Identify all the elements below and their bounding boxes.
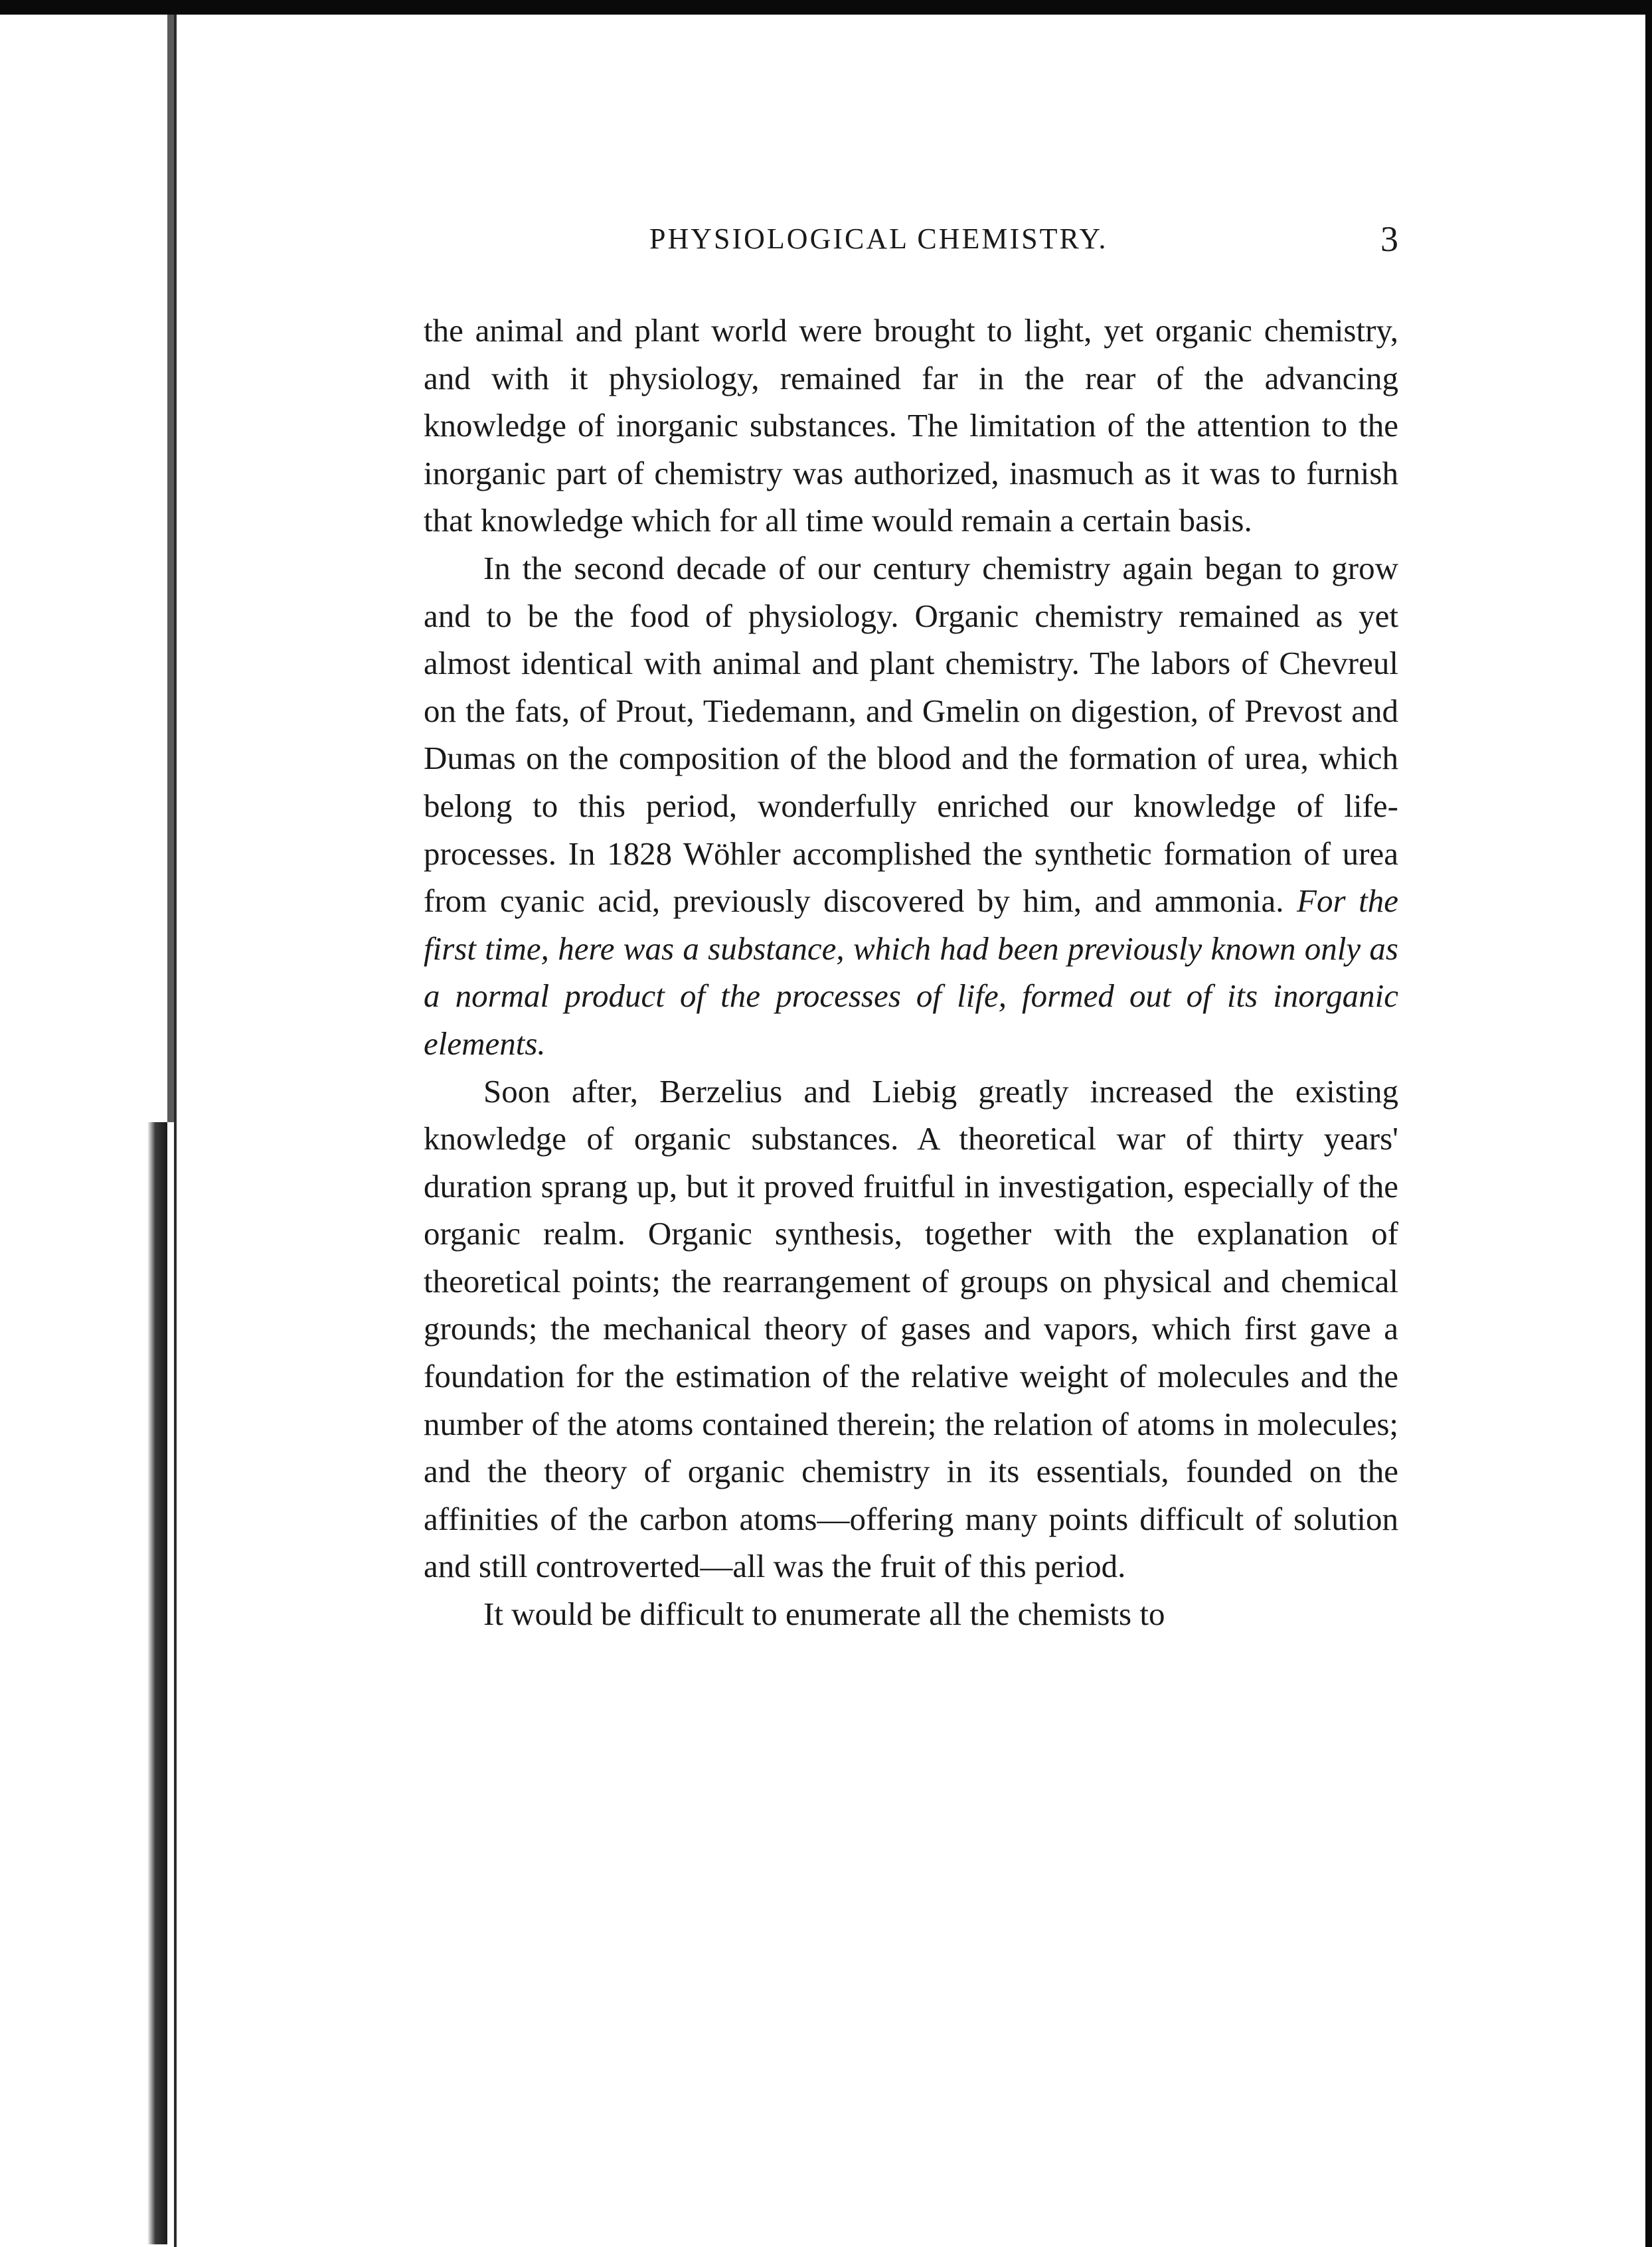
running-title: PHYSIOLOGICAL CHEMISTRY. — [649, 222, 1108, 255]
paragraph-4: It would be difficult to enumerate all the chemists to — [483, 1596, 1165, 1633]
paragraph-3: Soon after, Berzelius and Liebig greatly increased the existing knowledge of organic substances. A theoretical war of thirty years' duration sprang up, but it proved fruitful in investigation, especially of the organic realm. Organic synthesis, together with the explanation of theoretical points; the rearrangement of groups on physical and chemical grounds; the mechanical theory of gases and vapors, which first gave a foundation for the estimation of the relative weight of molecules and the number of the atoms contained therein; the relation of atoms in molecules; and the theory of organic chemistry in its essentials, founded on the affinities of the carbon atoms—offering many points difficult of solution and still controverted—all was the fruit of this period. — [424, 1072, 1398, 1585]
scan-top-border — [0, 0, 1652, 15]
book-page — [424, 219, 1398, 1638]
binding-shadow-lower — [147, 1122, 167, 2244]
running-head — [424, 219, 1398, 279]
page-number: 3 — [1380, 219, 1398, 259]
scan-right-border — [1645, 0, 1652, 2247]
paragraph-2 — [424, 544, 1398, 1068]
binding-shadow — [167, 15, 174, 1122]
paragraph-2-text: In the second decade of our century chemistry again began to grow and to be the food of physiology. Organic chemistry remained as yet almost identical with animal and plant chemistry. The labors of Chevreul on the fats, of Prout, Tiedemann, and Gmelin on digestion, of Prevost and Dumas on the composition of the blood and the formation of urea, which belong to this period, wonderfully enriched our knowledge of life-processes. In 1828 Wöhler accomplished the synthetic formation of urea from cyanic acid, previously discovered by him, and ammonia. — [424, 549, 1398, 920]
binding-edge — [174, 15, 177, 2247]
paragraph-1: the animal and plant world were brought to light, yet organic chemistry, and with it physiology, remained far in the rear of the advancing knowledge of inorganic substances. The limitation of the attention to the inorganic part of chemistry was authorized, inasmuch as it was to furnish that knowledge which for all time would remain a certain basis. — [424, 312, 1398, 539]
paragraph-2-italic: For the first time, here was a substance, which had been previously known only as a normal product of the processes of life, formed out of its inorganic elements. — [424, 882, 1398, 1062]
